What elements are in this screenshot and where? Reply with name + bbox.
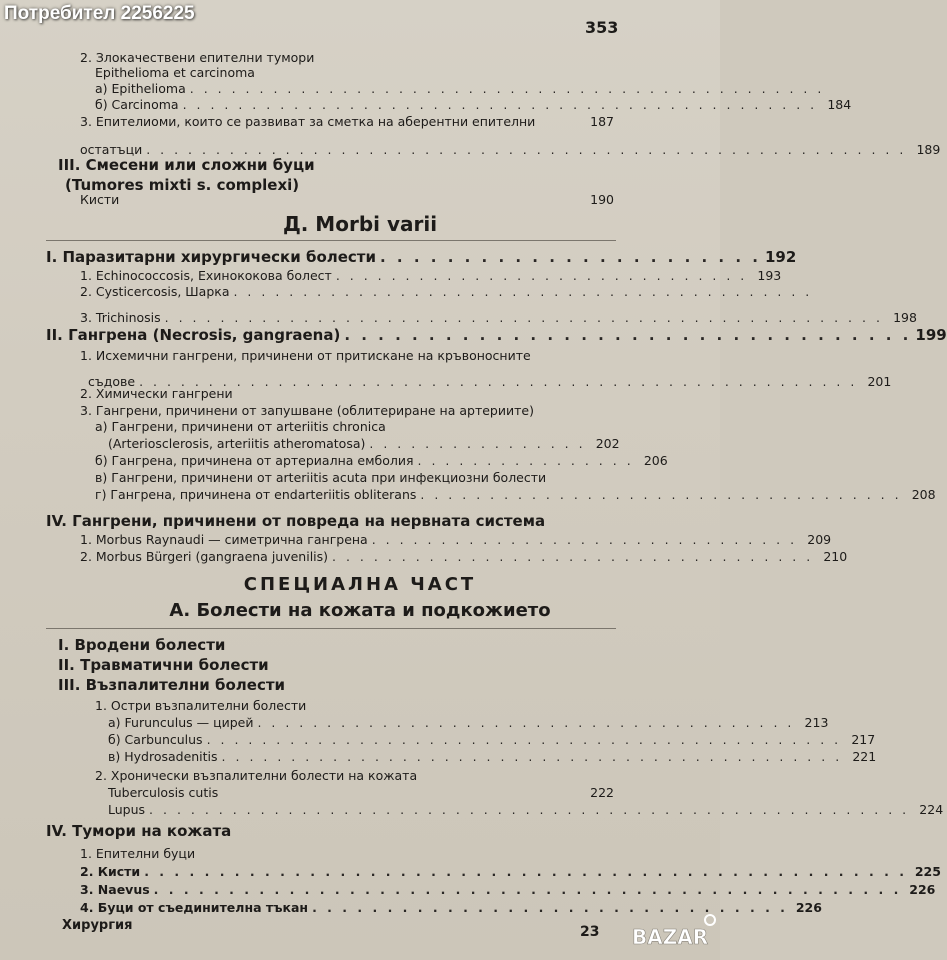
toc-entry: 1. Исхемични гангрени, причинени от притискане на кръвоносните bbox=[80, 348, 531, 363]
toc-entry: Tuberculosis cutis 222 bbox=[108, 785, 614, 800]
toc-entry: 2. Злокачествени епителни тумори bbox=[80, 50, 315, 65]
toc-entry: 3. Епителиоми, които се развиват за сметка на аберентни епителни 187 bbox=[80, 114, 614, 129]
toc-entry: г) Гангрена, причинена от endarteriitis obliterans . . . . . . . . . . . . . . . . . . . . . . . . . . . . . . . . . . . 208 bbox=[95, 487, 936, 502]
page-number: 353 bbox=[585, 18, 619, 37]
toc-entry: а) Furunculus — цирей . . . . . . . . . . . . . . . . . . . . . . . . . . . . . . . . . . . . . . . 213 bbox=[108, 715, 829, 730]
toc-entry: (Arteriosclerosis, arteriitis atheromatosa) . . . . . . . . . . . . . . . . 202 bbox=[108, 436, 620, 451]
toc-entry: 1. Епителни буци bbox=[80, 846, 196, 861]
toc-entry: 3. Trichinosis . . . . . . . . . . . . . . . . . . . . . . . . . . . . . . . . . . . . . . . . . . . . . . . . . . . . 198 bbox=[80, 310, 917, 325]
toc-entry: 2. Cysticercosis, Шарка . . . . . . . . . . . . . . . . . . . . . . . . . . . . . . . . . . . . . . . . . . bbox=[80, 284, 813, 299]
toc-entry: а) Epithelioma . . . . . . . . . . . . . . . . . . . . . . . . . . . . . . . . . . . . . . . . . . . . . . bbox=[95, 81, 825, 96]
toc-entry: 3. Гангрени, причинени от запушване (облитериране на артериите) bbox=[80, 403, 534, 418]
toc-entry: 3. Naevus . . . . . . . . . . . . . . . . . . . . . . . . . . . . . . . . . . . . . . . . . . . . . . . . . . 226 bbox=[80, 882, 936, 897]
heading-skin-diseases: А. Болести на кожата и подкожието bbox=[169, 600, 551, 621]
bazar-logo bbox=[630, 910, 718, 956]
toc-entry: а) Гангрени, причинени от arteriitis chronica bbox=[95, 419, 386, 434]
toc-section: I. Паразитарни хирургически болести . . . . . . . . . . . . . . . . . . . . . . . 192 bbox=[46, 248, 797, 266]
toc-section: I. Вродени болести bbox=[58, 636, 226, 654]
divider bbox=[46, 240, 616, 241]
toc-entry: в) Гангрени, причинени от arteriitis acuta при инфекциозни болести bbox=[95, 470, 547, 485]
toc-section: IV. Тумори на кожата bbox=[46, 822, 232, 840]
toc-section: III. Възпалителни болести bbox=[58, 676, 286, 694]
heading-special-part: СПЕЦИАЛНА ЧАСТ bbox=[243, 574, 477, 595]
toc-entry: 2. Morbus Bürgeri (gangraena juvenilis) . . . . . . . . . . . . . . . . . . . . . . . . . . . . . . . . . . . 210 bbox=[80, 549, 848, 564]
toc-section: (Tumores mixti s. complexi) bbox=[65, 176, 300, 194]
heading-morbi-varii: Д. Morbi varii bbox=[282, 212, 438, 236]
logo-dot-icon bbox=[705, 915, 715, 925]
toc-section: II. Травматични болести bbox=[58, 656, 269, 674]
toc-section: II. Гангрена (Necrosis, gangraena) . . . . . . . . . . . . . . . . . . . . . . . . . . . . . . . . . . 199 bbox=[46, 326, 947, 344]
footer-number: 23 bbox=[580, 924, 600, 940]
username-watermark: Потребител 2256225 bbox=[4, 3, 195, 24]
logo-text: BAZAR bbox=[632, 925, 709, 949]
toc-entry: 2. Химически гангрени bbox=[80, 386, 233, 401]
toc-entry: б) Carcinoma . . . . . . . . . . . . . . . . . . . . . . . . . . . . . . . . . . . . . . . . . . . . . . 184 bbox=[95, 97, 852, 112]
toc-entry: 1. Morbus Raynaudi — симетрична гангрена . . . . . . . . . . . . . . . . . . . . . . . . . . . . . . . 209 bbox=[80, 532, 832, 547]
toc-entry: 2. Кисти . . . . . . . . . . . . . . . . . . . . . . . . . . . . . . . . . . . . . . . . . . . . . . . . . . . 225 bbox=[80, 864, 941, 879]
toc-entry: съдове . . . . . . . . . . . . . . . . . . . . . . . . . . . . . . . . . . . . . . . . . . . . . . . . . . . . 201 bbox=[88, 374, 892, 389]
toc-entry: Epithelioma et carcinoma bbox=[95, 65, 255, 80]
toc-entry: Кисти 190 bbox=[80, 192, 614, 207]
toc-entry: б) Гангрена, причинена от артериална емболия . . . . . . . . . . . . . . . . 206 bbox=[95, 453, 668, 468]
toc-entry: 4. Буци от съединителна тъкан . . . . . . . . . . . . . . . . . . . . . . . . . . . . . . . . 226 bbox=[80, 900, 822, 915]
toc-section: IV. Гангрени, причинени от повреда на нервната система bbox=[46, 512, 546, 530]
toc-entry: б) Carbunculus . . . . . . . . . . . . . . . . . . . . . . . . . . . . . . . . . . . . . . . . . . . . . . 217 bbox=[108, 732, 876, 747]
toc-section: III. Смесени или сложни буци bbox=[58, 156, 315, 174]
toc-entry: в) Hydrosadenitis . . . . . . . . . . . . . . . . . . . . . . . . . . . . . . . . . . . . . . . . . . . . . 221 bbox=[108, 749, 877, 764]
toc-entry: Lupus . . . . . . . . . . . . . . . . . . . . . . . . . . . . . . . . . . . . . . . . . . . . . . . . . . . . . . . 224 bbox=[108, 802, 944, 817]
toc-entry: 1. Echinococcosis, Ехинококова болест . . . . . . . . . . . . . . . . . . . . . . . . . . . . . . 193 bbox=[80, 268, 782, 283]
footer-title: Хирургия bbox=[62, 918, 133, 933]
divider bbox=[46, 628, 616, 629]
toc-entry: 2. Хронически възпалителни болести на кожата bbox=[95, 768, 418, 783]
toc-entry: 1. Остри възпалителни болести bbox=[95, 698, 307, 713]
toc-entry: остатъци . . . . . . . . . . . . . . . . . . . . . . . . . . . . . . . . . . . . . . . . . . . . . . . . . . . . . . . 189 bbox=[80, 142, 941, 157]
